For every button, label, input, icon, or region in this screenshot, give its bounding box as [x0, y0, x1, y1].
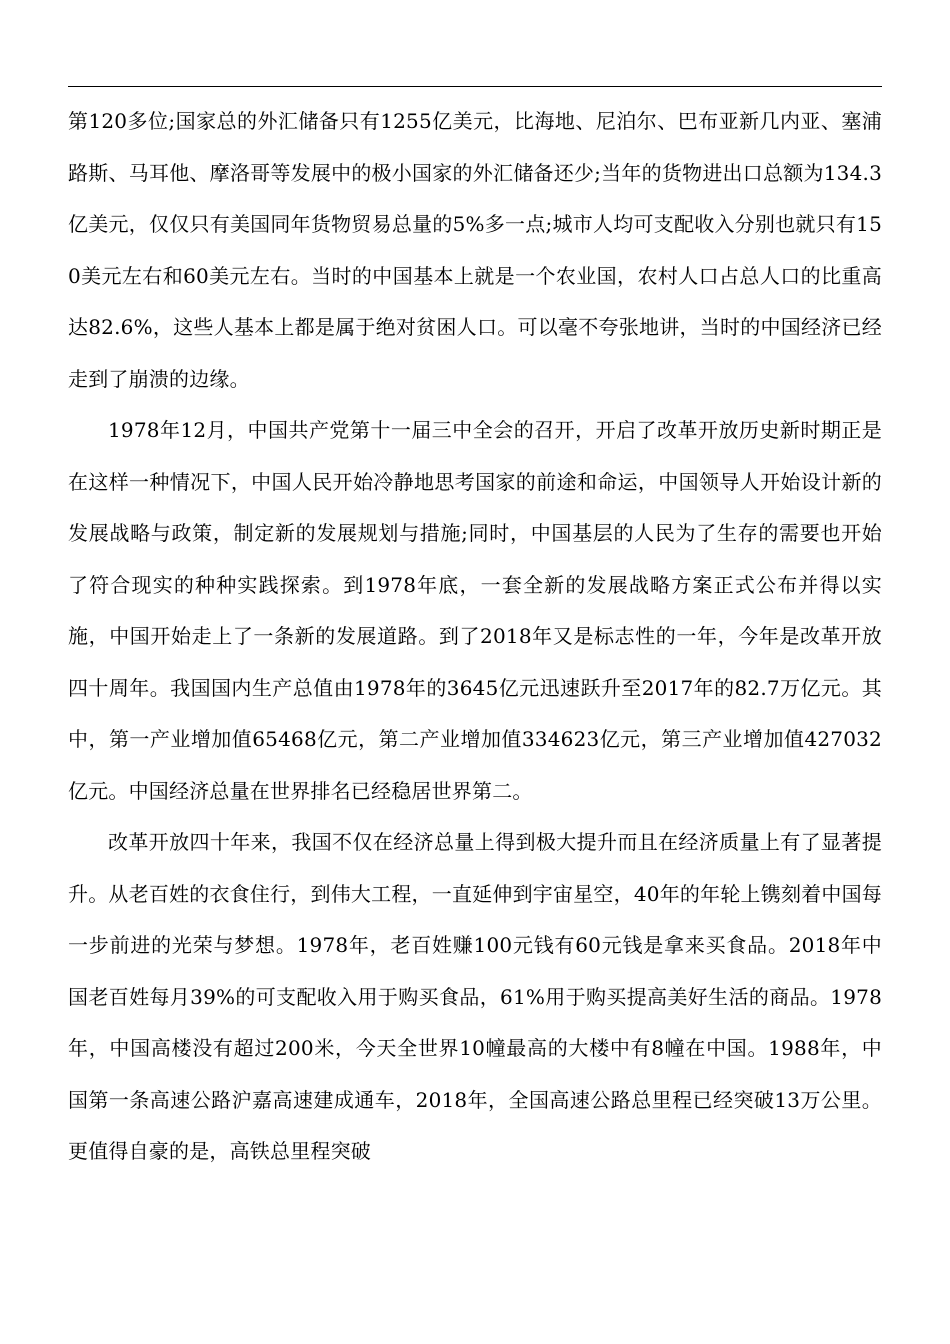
header-rule	[68, 86, 882, 87]
document-body	[68, 96, 882, 1178]
paragraph-1: 第120多位;国家总的外汇储备只有1255亿美元，比海地、尼泊尔、巴布亚新几内亚、塞浦路斯、马耳他、摩洛哥等发展中的极小国家的外汇储备还少;当年的货物进出口总额为134.3亿美元，仅仅只有美国同年货物贸易总量的5%多一点;城市人均可支配收入分别也就只有150美元左右和60美元左右。当时的中国基本上就是一个农业国，农村人口占总人口的比重高达82.6%，这些人基本上都是属于绝对贫困人口。可以毫不夸张地讲，当时的中国经济已经走到了崩溃的边缘。	[68, 109, 882, 391]
paragraph-3: 改革开放四十年来，我国不仅在经济总量上得到极大提升而且在经济质量上有了显著提升。从老百姓的衣食住行，到伟大工程，一直延伸到宇宙星空，40年的年轮上镌刻着中国每一步前进的光荣与梦想。1978年，老百姓赚100元钱有60元钱是拿来买食品。2018年中国老百姓每月39%的可支配收入用于购买食品，61%用于购买提高美好生活的商品。1978年，中国高楼没有超过200米，今天全世界10幢最高的大楼中有8幢在中国。1988年，中国第一条高速公路沪嘉高速建成通车，2018年，全国高速公路总里程已经突破13万公里。更值得自豪的是，高铁总里程突破	[68, 830, 882, 1163]
paragraph-2: 1978年12月，中国共产党第十一届三中全会的召开，开启了改革开放历史新时期正是在这样一种情况下，中国人民开始冷静地思考国家的前途和命运，中国领导人开始设计新的发展战略与政策，制定新的发展规划与措施;同时，中国基层的人民为了生存的需要也开始了符合现实的种种实践探索。到1978年底，一套全新的发展战略方案正式公布并得以实施，中国开始走上了一条新的发展道路。到了2018年又是标志性的一年，今年是改革开放四十周年。我国国内生产总值由1978年的3645亿元迅速跃升至2017年的82.7万亿元。其中，第一产业增加值65468亿元，第二产业增加值334623亿元，第三产业增加值427032亿元。中国经济总量在世界排名已经稳居世界第二。	[68, 418, 882, 803]
